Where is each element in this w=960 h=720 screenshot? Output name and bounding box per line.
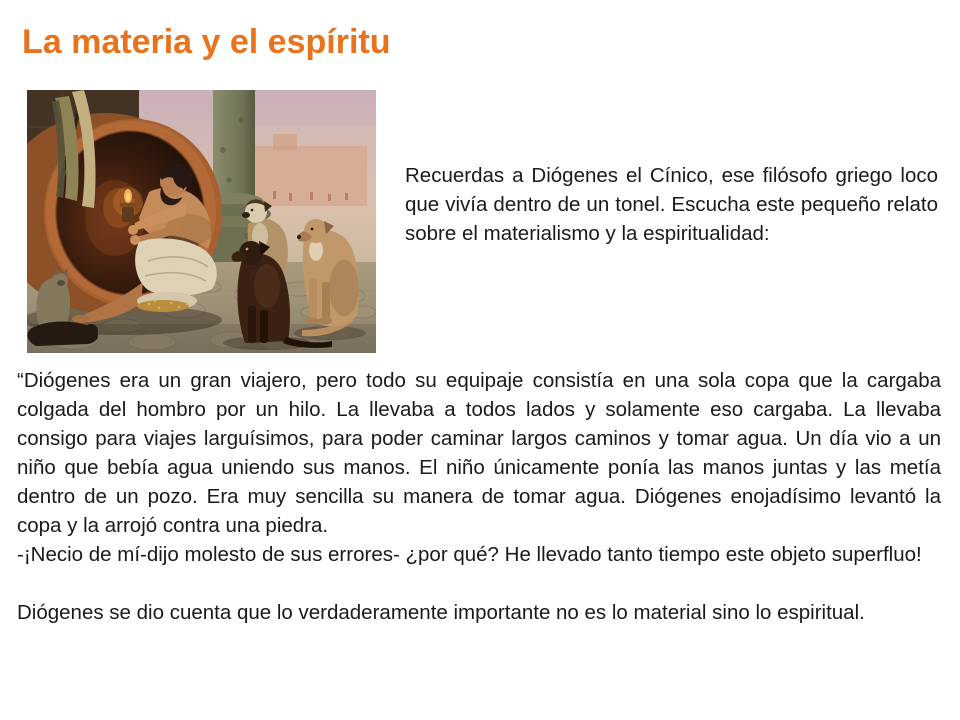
story-paragraph-3: Diógenes se dio cuenta que lo verdaderamente importante no es lo material sino lo espiritual. [17, 601, 865, 624]
intro-paragraph: Recuerdas a Diógenes el Cínico, ese filósofo griego loco que vivía dentro de un tonel. Escucha este pequeño relato sobre el materialismo y la espiritualidad: [405, 164, 938, 245]
story-text [17, 366, 941, 627]
diogenes-painting-svg [27, 90, 376, 353]
diogenes-painting [27, 90, 376, 353]
story-paragraph-2: -¡Necio de mí-dijo molesto de sus errores- ¿por qué? He llevado tanto tiempo este objeto superfluo! [17, 543, 922, 566]
story-paragraph-1: “Diógenes era un gran viajero, pero todo su equipaje consistía en una sola copa que la cargaba colgada del hombro por un hilo. La llevaba a todos lados y solamente eso cargaba. La llevaba consigo para viajes larguísimos, para poder caminar largos caminos y tomar agua. Un día vio a un niño que bebía agua uniendo sus manos. El niño únicamente ponía las manos juntas y las metía dentro de un pozo. Era muy sencilla su manera de tomar agua. Diógenes enojadísimo levantó la copa y la arrojó contra una piedra. [17, 369, 941, 537]
slide-title: La materia y el espíritu [22, 23, 391, 61]
